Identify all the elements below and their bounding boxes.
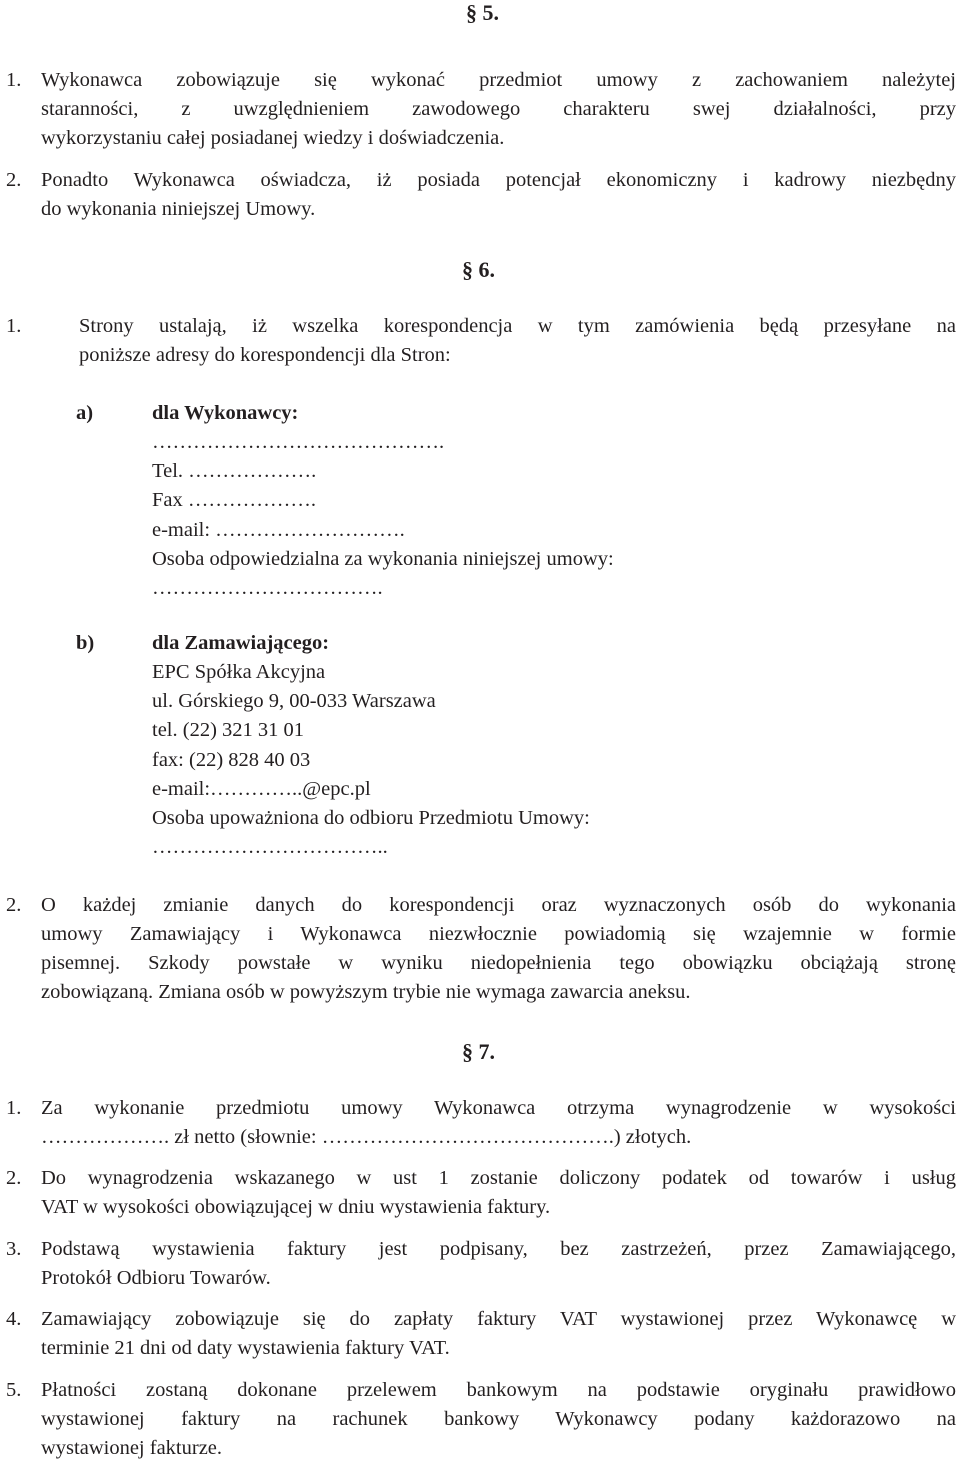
- paragraph-line: ………………. zł netto (słownie: …………………………………….) złotych.: [41, 1126, 692, 1148]
- paragraph-line: pisemnej. Szkody powstałe w wyniku niedopełnienia tego obowiązku obciążają stronę: [41, 952, 956, 974]
- address-line: tel. (22) 321 31 01: [152, 719, 305, 742]
- paragraph-5-1: [6, 66, 956, 156]
- address-line: e-mail:…………..@epc.pl: [152, 777, 371, 800]
- paragraph-line: Podstawą wystawienia faktury jest podpisany, bez zastrzeżeń, przez Zamawiającego,: [41, 1238, 956, 1260]
- paragraph-number: 5.: [6, 1379, 22, 1401]
- address-line: ul. Górskiego 9, 00-033 Warszawa: [152, 690, 436, 713]
- paragraph-line: do wykonania niniejszej Umowy.: [41, 198, 316, 220]
- section-heading-5: § 5.: [466, 0, 499, 25]
- paragraph-line: staranności, z uwzględnieniem zawodowego charakteru swej działalności, przy: [41, 98, 956, 120]
- paragraph-line: O każdej zmianie danych do korespondencji oraz wyznaczonych osób do wykonania: [41, 894, 956, 916]
- paragraph-line: Ponadto Wykonawca oświadcza, iż posiada potencjał ekonomiczny i kadrowy niezbędny: [41, 169, 956, 191]
- paragraph-number: 2.: [6, 1167, 22, 1189]
- address-line: …………………………………….: [152, 431, 445, 453]
- list-label: b): [76, 632, 95, 654]
- paragraph-5-2: [6, 166, 956, 226]
- paragraph-line: poniższe adresy do korespondencji dla Stron:: [79, 344, 451, 366]
- paragraph-line: Strony ustalają, iż wszelka korespondencja w tym zamówienia będą przesyłane na: [79, 315, 956, 337]
- paragraph-line: umowy Zamawiający i Wykonawca niezwłocznie powiadomią się wzajemnie w formie: [41, 923, 956, 945]
- paragraph-number: 1.: [6, 315, 22, 337]
- paragraph-6-1: [6, 312, 956, 372]
- list-label: a): [76, 402, 94, 424]
- paragraph-6-2: [6, 891, 956, 1009]
- address-line: ……………………………..: [152, 836, 388, 859]
- address-line: EPC Spółka Akcyjna: [152, 661, 326, 683]
- paragraph-line: Protokół Odbioru Towarów.: [41, 1267, 271, 1289]
- paragraph-line: Za wykonanie przedmiotu umowy Wykonawca otrzyma wynagrodzenie w wysokości: [41, 1097, 956, 1119]
- address-line: Osoba upoważniona do odbioru Przedmiotu Umowy:: [152, 806, 590, 829]
- address-line: Tel. ……………….: [152, 460, 317, 483]
- section-heading-6: § 6.: [462, 257, 495, 282]
- paragraph-number: 2.: [6, 894, 22, 916]
- paragraph-number: 2.: [6, 169, 22, 191]
- address-title: dla Zamawiającego:: [152, 632, 330, 654]
- paragraph-number: 1.: [6, 1097, 22, 1119]
- paragraph-line: zobowiązaną. Zmiana osób w powyższym trybie nie wymaga zawarcia aneksu.: [41, 981, 691, 1003]
- section-heading-7: § 7.: [462, 1039, 495, 1064]
- address-block-contractor: [76, 399, 676, 604]
- paragraph-line: Wykonawca zobowiązuje się wykonać przedmiot umowy z zachowaniem należytej: [41, 69, 956, 91]
- address-line: …………………………….: [152, 576, 383, 599]
- address-line: Fax ……………….: [152, 489, 316, 512]
- address-line: e-mail: ……………………….: [152, 518, 405, 541]
- address-title: dla Wykonawcy:: [152, 402, 299, 424]
- paragraph-line: wystawionej faktury na rachunek bankowy Wykonawcy podany każdorazowo na: [41, 1408, 956, 1430]
- paragraph-number: 3.: [6, 1238, 22, 1260]
- paragraph-line: wystawionej fakturze.: [41, 1437, 223, 1459]
- paragraph-number: 4.: [6, 1308, 22, 1330]
- address-block-ordering-party: [76, 629, 676, 863]
- paragraph-7-2: [6, 1164, 956, 1224]
- address-line: Osoba odpowiedzialna za wykonania niniejszej umowy:: [152, 547, 614, 570]
- paragraph-7-5: [6, 1376, 956, 1464]
- paragraph-line: Do wynagrodzenia wskazanego w ust 1 zostanie doliczony podatek od towarów i usług: [41, 1167, 956, 1189]
- paragraph-7-1: [6, 1094, 956, 1154]
- paragraph-line: terminie 21 dni od daty wystawienia faktury VAT.: [41, 1337, 450, 1359]
- paragraph-7-3: [6, 1235, 956, 1295]
- paragraph-7-4: [6, 1305, 956, 1365]
- paragraph-line: wykorzystaniu całej posiadanej wiedzy i doświadczenia.: [41, 127, 505, 149]
- paragraph-line: Płatności zostaną dokonane przelewem bankowym na podstawie oryginału prawidłowo: [41, 1379, 956, 1401]
- address-line: fax: (22) 828 40 03: [152, 748, 311, 771]
- paragraph-line: Zamawiający zobowiązuje się do zapłaty faktury VAT wystawionej przez Wykonawcę w: [41, 1308, 956, 1330]
- paragraph-line: VAT w wysokości obowiązującej w dniu wystawienia faktury.: [41, 1196, 551, 1218]
- paragraph-number: 1.: [6, 69, 22, 91]
